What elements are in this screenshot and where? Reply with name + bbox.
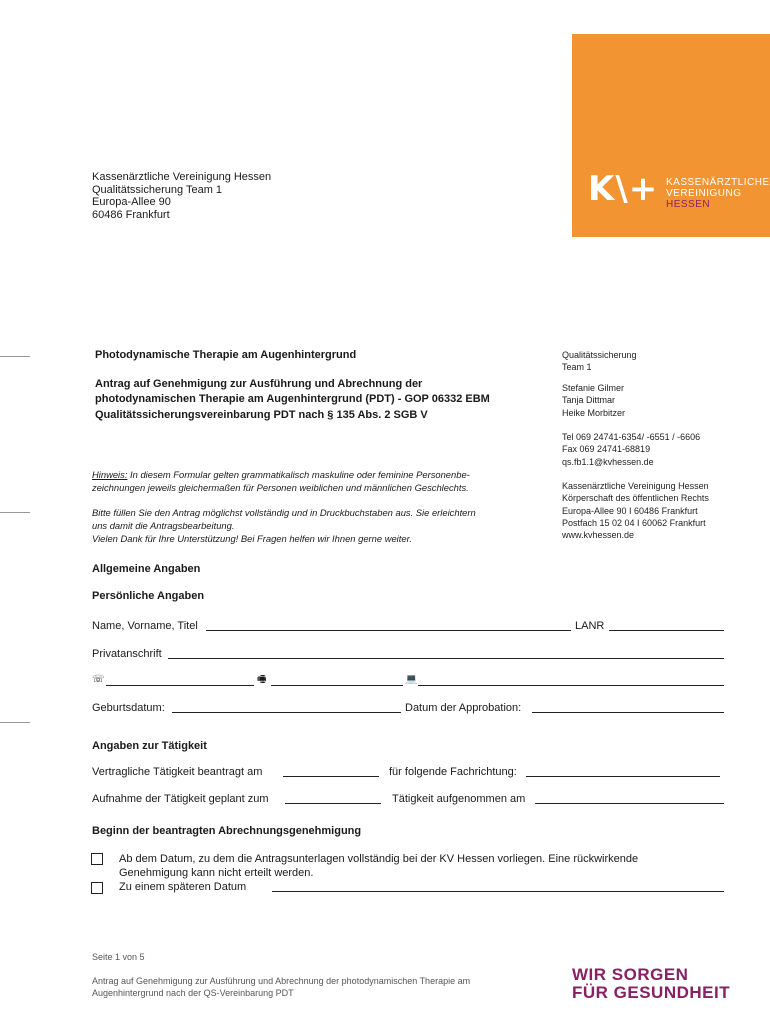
specialty-label: für folgende Fachrichtung:: [389, 766, 517, 778]
option-from-complete-text: [119, 852, 638, 880]
phone-icon: ☏: [92, 674, 105, 685]
start-planned-field[interactable]: [285, 803, 381, 804]
dept-line-2: Team 1: [562, 362, 592, 373]
contact-numbers: [562, 431, 700, 468]
address-line-4: 60486 Frankfurt: [92, 209, 170, 222]
contact-email[interactable]: qs.fb1.1@kvhessen.de: [562, 456, 654, 467]
instructions-line: Bitte füllen Sie den Antrag möglichst vollständig und in Druckbuchstaben aus. Sie erleichtern: [92, 507, 476, 518]
email-icon: 💻: [405, 674, 418, 685]
fax-field[interactable]: [271, 685, 403, 686]
instructions-note: [92, 506, 476, 545]
kv-logo-mark: K\+: [588, 169, 659, 209]
name-label: Name, Vorname, Titel: [92, 620, 198, 632]
form-subtitle: [95, 377, 490, 406]
org-line: Körperschaft des öffentlichen Rechts: [562, 493, 709, 504]
private-address-field[interactable]: [168, 658, 724, 659]
contact-fax: Fax 069 24741-68819: [562, 444, 651, 455]
section-activity: Angaben zur Tätigkeit: [92, 740, 207, 752]
approbation-label: Datum der Approbation:: [405, 702, 522, 714]
contact-person: Tanja Dittmar: [562, 395, 616, 406]
address-line-1: Kassenärztliche Vereinigung Hessen: [92, 171, 272, 183]
option-line: Ab dem Datum, zu dem die Antragsunterlagen vollständig bei der KV Hessen vorliegen. Eine rückwirkende: [119, 853, 639, 865]
slogan: [572, 966, 730, 1002]
approbation-field[interactable]: [532, 712, 724, 713]
subtitle-line-2: photodynamischen Therapie am Augenhintergrund (PDT) - GOP 06332 EBM: [95, 392, 490, 405]
address-line-2: Qualitätssicherung Team 1: [92, 183, 223, 196]
lanr-field[interactable]: [609, 630, 724, 631]
page-number: Seite 1 von 5: [92, 952, 145, 962]
contact-tel: Tel 069 24741-6354/ -6551 / -6606: [562, 432, 701, 442]
footer-line: Augenhintergrund nach der QS-Vereinbarung PDT: [92, 987, 294, 998]
contract-date-field[interactable]: [283, 776, 379, 777]
option-line: Genehmigung kann nicht erteilt werden.: [119, 867, 314, 879]
organization-info: [562, 480, 709, 541]
kv-logo: [572, 34, 770, 237]
fold-mark: [0, 722, 30, 723]
instructions-line: uns damit die Antragsbearbeitung.: [92, 520, 235, 531]
hint-label: Hinweis:: [92, 469, 128, 480]
lanr-label: LANR: [575, 620, 605, 632]
birthdate-label: Geburtsdatum:: [92, 702, 165, 714]
private-address-label: Privatanschrift: [92, 648, 162, 660]
hint-text-2: zeichnungen jeweils gleichermaßen für Personen weiblichen und männlichen Geschlechts.: [92, 482, 469, 493]
org-line: Postfach 15 02 04 I 60062 Frankfurt: [562, 517, 706, 528]
contact-persons: [562, 382, 625, 419]
address-line-3: Europa-Allee 90: [92, 196, 171, 209]
phone-field[interactable]: [106, 685, 254, 686]
hint-note: [92, 468, 504, 494]
contact-person: Heike Morbitzer: [562, 407, 626, 418]
later-date-field[interactable]: [272, 891, 724, 892]
section-general: Allgemeine Angaben: [92, 563, 201, 575]
start-actual-field[interactable]: [535, 803, 724, 804]
name-field[interactable]: [206, 630, 571, 631]
contract-label: Vertragliche Tätigkeit beantragt am: [92, 766, 263, 778]
fold-mark: [0, 356, 30, 357]
option-from-complete-checkbox[interactable]: [91, 853, 103, 865]
fax-icon: 🖷: [257, 674, 267, 685]
section-personal: Persönliche Angaben: [92, 590, 205, 602]
subtitle-line-1: Antrag auf Genehmigung zur Ausführung und Abrechnung der: [95, 378, 423, 390]
section-begin: Beginn der beantragten Abrechnungsgenehmigung: [92, 825, 362, 837]
footer-line: Antrag auf Genehmigung zur Ausführung und Abrechnung der photodynamischen Therapie am: [92, 976, 471, 986]
dept-line-1: Qualitätssicherung: [562, 350, 637, 360]
specialty-field[interactable]: [526, 776, 720, 777]
instructions-line: Vielen Dank für Ihre Unterstützung! Bei Fragen helfen wir Ihnen gerne weiter.: [92, 533, 412, 544]
form-title: Photodynamische Therapie am Augenhintergrund: [95, 349, 357, 361]
slogan-line-2: FÜR GESUNDHEIT: [572, 983, 731, 1002]
footer-description: [92, 976, 470, 999]
org-line: Europa-Allee 90 I 60486 Frankfurt: [562, 505, 698, 516]
slogan-line-1: WIR SORGEN: [572, 965, 689, 984]
logo-line-1: KASSENÄRZTLICHE: [666, 177, 770, 188]
birthdate-field[interactable]: [172, 712, 401, 713]
org-line: Kassenärztliche Vereinigung Hessen: [562, 481, 709, 491]
recipient-address: [92, 171, 271, 222]
email-field[interactable]: [418, 685, 724, 686]
contact-department: [562, 349, 637, 374]
hint-text: In diesem Formular gelten grammatikalisch maskuline oder feminine Personenbe-: [127, 469, 470, 480]
org-website[interactable]: www.kvhessen.de: [562, 530, 635, 541]
fold-mark: [0, 512, 30, 513]
option-later-checkbox[interactable]: [91, 882, 103, 894]
form-regulation: Qualitätssicherungsvereinbarung PDT nach § 135 Abs. 2 SGB V: [95, 409, 428, 421]
start-planned-label: Aufnahme der Tätigkeit geplant zum: [92, 793, 269, 805]
logo-line-3: HESSEN: [666, 199, 711, 210]
logo-line-2: VEREINIGUNG: [666, 188, 742, 199]
option-later-label: Zu einem späteren Datum: [119, 881, 247, 893]
contact-person: Stefanie Gilmer: [562, 383, 625, 393]
kv-logo-text: [666, 177, 770, 210]
start-actual-label: Tätigkeit aufgenommen am: [392, 793, 526, 805]
